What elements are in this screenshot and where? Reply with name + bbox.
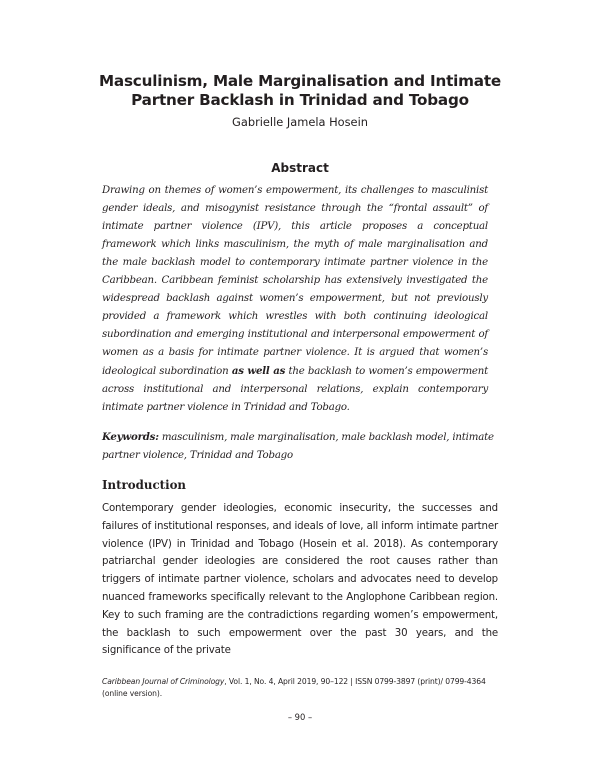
keywords-label: Keywords: [102,431,159,443]
page-number: – 90 – [287,712,313,722]
journal-footnote [102,676,512,700]
article-title: Masculinism, Male Marginalisation and Intimate Partner Backlash in Trinidad and Tobago [99,72,501,109]
journal-citation: , Vol. 1, No. 4, April 2019, 90–122 | ISSN 0799-3897 (print)/ 0799-4364 (online version). [102,677,486,698]
abstract-text [102,182,488,417]
abstract-heading: Abstract [271,161,329,175]
keywords [102,428,498,465]
introduction-heading: Introduction [102,478,187,492]
abstract-text-part-2: the backlash to women’s empowerment across institutional and interpersonal relations, explain contemporary intimate partner violence in Trinidad and Tobago. [102,366,489,413]
keywords-list: masculinism, male marginalisation, male backlash model, intimate partner violence, Trinidad and Tobago [102,432,494,461]
journal-name: Caribbean Journal of Criminology [102,677,225,686]
abstract-text-part-1: Drawing on themes of women’s empowerment, its challenges to masculinist gender ideals, and misogynist resistance through the “frontal assault” of intimate partner violence (IPV), this article proposes a conceptual framework which links masculinism, the myth of male marginalisation and the male backlash model to contemporary intimate partner violence in the Caribbean. Caribbean feminist scholarship has extensively investigated the widespread backlash against women’s empowerment, but not previously provided a framework which wrestles with both continuing ideological subordination and emerging institutional and interpersonal empowerment of women as a basis for intimate partner violence. It is argued that women’s ideological subordination [102,185,488,377]
introduction-text: Contemporary gender ideologies, economic insecurity, the successes and failures of institutional responses, and ideals of love, all inform intimate partner violence (IPV) in Trinidad and Tobago (Hosein et al. 2018). As contemporary patriarchal gender ideologies are considered the root causes rather than triggers of intimate partner violence, scholars and advocates need to develop nuanced frameworks specifically relevant to the Anglophone Caribbean region. Key to such framing are the contradictions regarding women’s empowerment, the backlash to such empowerment over the past 30 years, and the significance of the private [102,503,498,657]
abstract-emphasis: as well as [231,365,286,377]
author-name: Gabrielle Jamela Hosein [232,115,368,129]
